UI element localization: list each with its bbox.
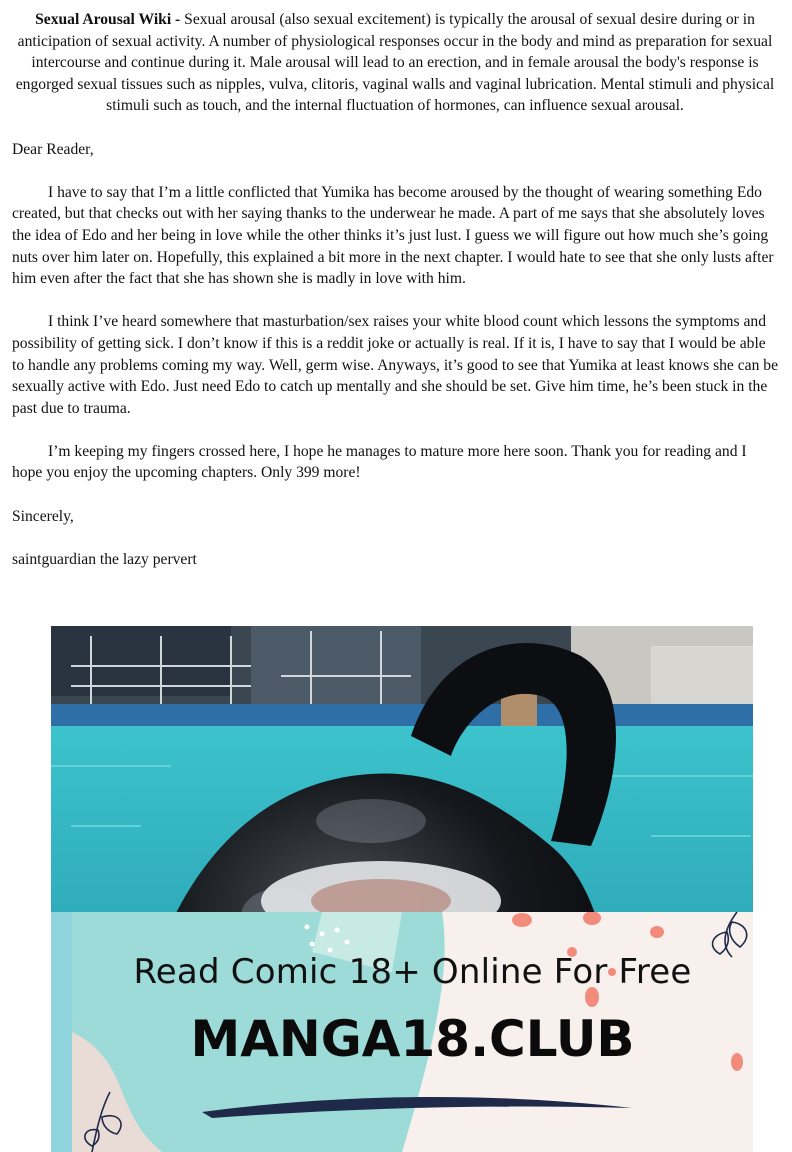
letter-paragraph-1: I have to say that I’m a little conflicted that Yumika has become aroused by the thought of wearing something Edo created, but that checks out with her saying thanks to the underwear he made. A part of me says that she absolutely loves the idea of Edo and her being in love while the other thinks it’s just lust. I guess we will figure out how much she’s going nuts over him later on. Hopefully, this explained a bit more in the next chapter. I would hate to see that she only lusts after him even after the fact that she has shown she is madly in love with him. <box>12 183 774 288</box>
letter-paragraph-3: I’m keeping my fingers crossed here, I hope he manages to mature more here soon. Thank you for reading and I hope you enjoy the upcoming chapters. Only 399 more! <box>12 442 747 482</box>
signature: saintguardian the lazy pervert <box>12 550 197 568</box>
banner-tagline: Read Comic 18+ Online For Free <box>133 952 692 992</box>
intro-text: Sexual arousal (also sexual excitement) is typically the arousal of sexual desire during or in anticipation of sexual activity. A number of physiological responses occur in the body and mind as preparation for sexual intercourse and continue during it. Male arousal will lead to an erection, and in female arousal the body's response is engorged sexual tissues such as nipples, vulva, clitoris, vaginal walls and vaginal lubrication. Mental stimuli and physical stimuli such as touch, and the internal fluctuation of hormones, can influence sexual arousal. <box>15 11 775 115</box>
leaf-icon-top <box>713 912 747 957</box>
intro-paragraph <box>12 9 778 117</box>
promo-banner[interactable] <box>72 912 753 1152</box>
article-body <box>12 9 778 592</box>
photo-water-strip <box>51 912 72 1152</box>
greeting: Dear Reader, <box>12 140 94 158</box>
letter-paragraph-2: I think I’ve heard somewhere that masturbation/sex raises your white blood count which lessons the symptoms and possibility of getting sick. I don’t know if this is a reddit joke or actually is real. If it is, I have to say that I would be able to handle any problems coming my way. Well, germ wise. Anyways, it’s good to see that Yumika at least knows she can be sexually active with Edo. Just need Edo to catch up mentally and she should be set. Give him time, he’s been stuck in the past due to trauma. <box>12 313 779 417</box>
banner-site-name[interactable]: MANGA18.CLUB <box>190 1010 635 1068</box>
closing: Sincerely, <box>12 507 74 525</box>
intro-lead: Sexual Arousal Wiki - <box>35 11 181 28</box>
